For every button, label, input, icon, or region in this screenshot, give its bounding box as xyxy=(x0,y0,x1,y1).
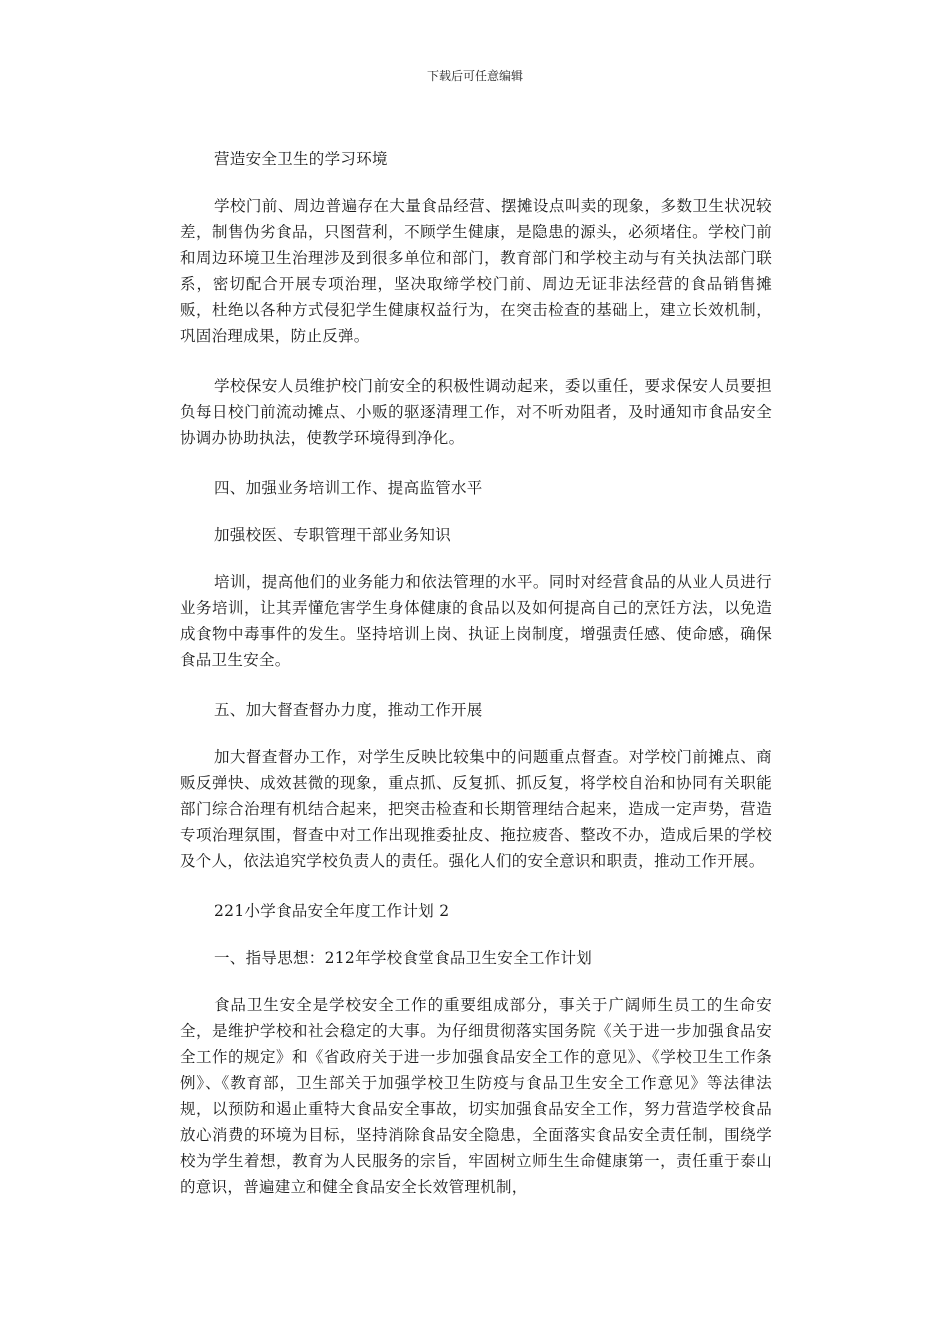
section-heading-guiding-ideology: 一、指导思想：212年学校食堂食品卫生安全工作计划 xyxy=(214,949,593,967)
subheading-staff-knowledge: 加强校医、专职管理干部业务知识 xyxy=(214,526,452,544)
section-heading-training: 四、加强业务培训工作、提高监管水平 xyxy=(214,479,483,497)
body-paragraph: 加大督查督办工作，对学生反映比较集中的问题重点督查。对学校门前摊点、商贩反弹快、成效甚微的现象，重点抓、反复抓、抓反复，将学校自治和协同有关职能部门综合治理有机结合起来，把突击检查和长期管理结合起来，造成一定声势，营造专项治理氛围，督查中对工作出现推委扯皮、拖拉疲沓、整改不办，造成后果的学校及个人，依法追究学校负责人的责任。强化人们的安全意识和职责，推动工作开展。 xyxy=(180,748,772,870)
section-heading-environment: 营造安全卫生的学习环境 xyxy=(214,150,388,168)
body-paragraph: 培训，提高他们的业务能力和依法管理的水平。同时对经营食品的从业人员进行业务培训，让其弄懂危害学生身体健康的食品以及如何提高自己的烹饪方法，以免造成食物中毒事件的发生。坚持培训上岗、执证上岗制度，增强责任感、使命感，确保食品卫生安全。 xyxy=(180,573,772,669)
body-paragraph: 学校保安人员维护校门前安全的积极性调动起来，委以重任，要求保安人员要担负每日校门前流动摊点、小贩的驱逐清理工作，对不听劝阻者，及时通知市食品安全协调办协助执法，使教学环境得到净化。 xyxy=(180,377,772,447)
document-body xyxy=(180,146,772,1224)
body-paragraph: 食品卫生安全是学校安全工作的重要组成部分，事关于广阔师生员工的生命安全，是维护学校和社会稳定的大事。为仔细贯彻落实国务院《关于进一步加强食品安全工作的规定》和《省政府关于进一步加强食品安全工作的意见》、《学校卫生工作条例》、《教育部，卫生部关于加强学校卫生防疫与食品卫生安全工作意见》等法律法规，以预防和遏止重特大食品安全事故，切实加强食品安全工作，努力营造学校食品放心消费的环境为目标，坚持消除食品安全隐患，全面落实食品安全责任制，围绕学校为学生着想，教育为人民服务的宗旨，牢固树立师生生命健康第一，责任重于泰山的意识，普遍建立和健全食品安全长效管理机制， xyxy=(180,996,772,1196)
section-heading-supervision: 五、加大督查督办力度，推动工作开展 xyxy=(214,701,483,719)
page-header: 下载后可任意编辑 xyxy=(426,69,523,83)
body-paragraph: 学校门前、周边普遍存在大量食品经营、摆摊设点叫卖的现象，多数卫生状况较差，制售伪劣食品，只图营利，不顾学生健康，是隐患的源头，必须堵住。学校门前和周边环境卫生治理涉及到很多单位和部门，教育部门和学校主动与有关执法部门联系，密切配合开展专项治理，坚决取缔学校门前、周边无证非法经营的食品销售摊贩，杜绝以各种方式侵犯学生健康权益行为，在突击检查的基础上，建立长效机制，巩固治理成果，防止反弹。 xyxy=(180,197,772,345)
document-subtitle-plan: 221小学食品安全年度工作计划 2 xyxy=(214,902,450,920)
